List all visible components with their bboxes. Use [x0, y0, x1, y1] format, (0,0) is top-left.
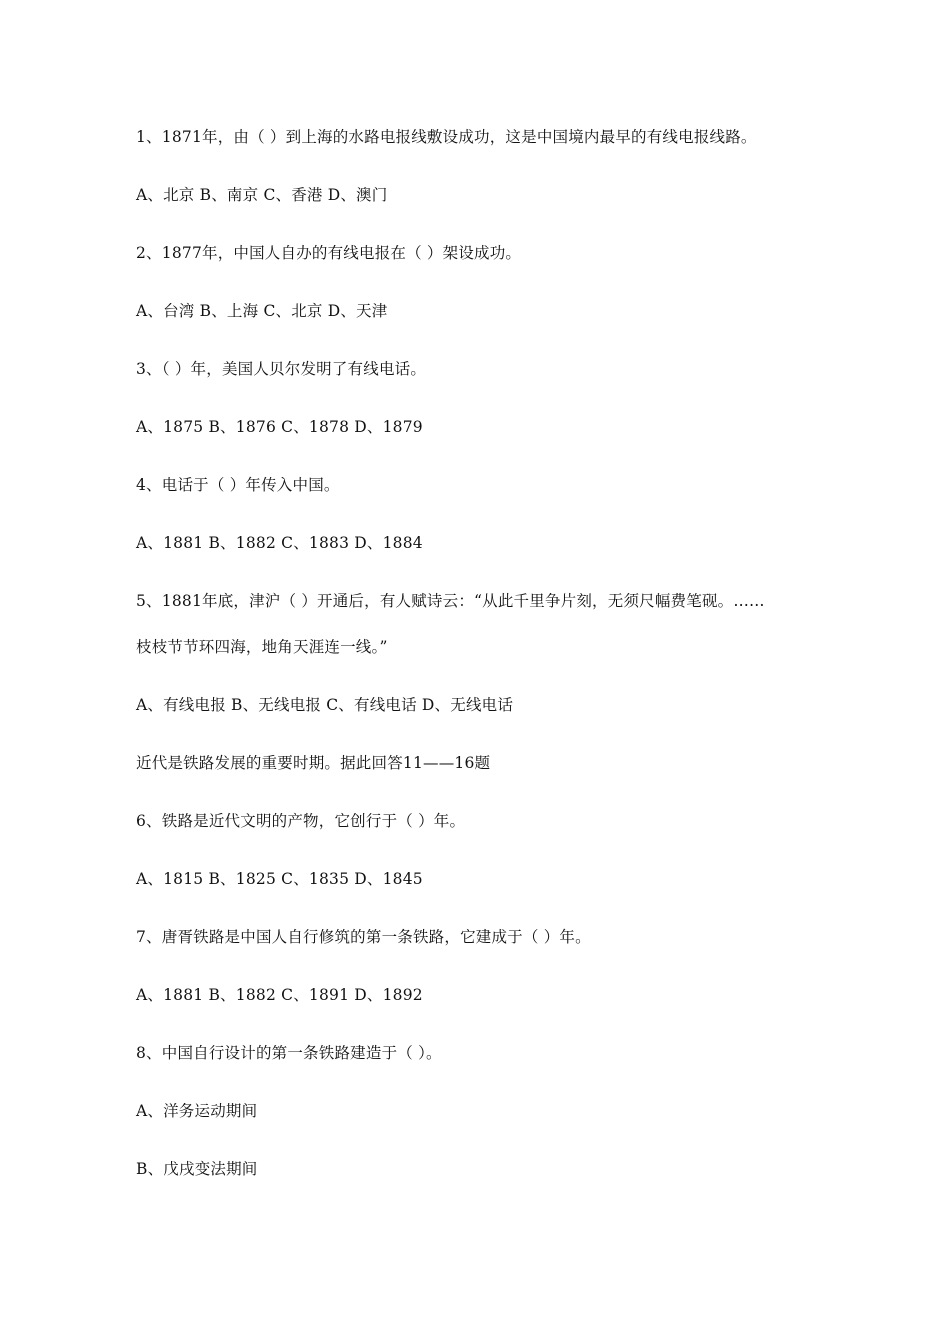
- question-2-options: A、台湾 B、上海 C、北京 D、天津: [136, 302, 388, 320]
- question-6-text: 6、铁路是近代文明的产物，它创行于（ ）年。: [136, 812, 466, 830]
- section-intro: 近代是铁路发展的重要时期。据此回答11——16题: [136, 754, 491, 772]
- question-1-options: A、北京 B、南京 C、香港 D、澳门: [136, 186, 388, 204]
- question-1-text: 1、1871年，由（ ）到上海的水路电报线敷设成功，这是中国境内最早的有线电报线路。: [136, 128, 757, 146]
- question-4-options: A、1881 B、1882 C、1883 D、1884: [136, 534, 423, 552]
- question-7-text: 7、唐胥铁路是中国人自行修筑的第一条铁路，它建成于（ ）年。: [136, 928, 591, 946]
- question-3-options: A、1875 B、1876 C、1878 D、1879: [136, 418, 423, 436]
- question-5-options: A、有线电报 B、无线电报 C、有线电话 D、无线电话: [136, 696, 514, 714]
- question-7-options: A、1881 B、1882 C、1891 D、1892: [136, 986, 423, 1004]
- question-8-option-b: B、戊戌变法期间: [136, 1160, 258, 1178]
- question-8-option-a: A、洋务运动期间: [136, 1102, 258, 1120]
- question-2-text: 2、1877年，中国人自办的有线电报在（ ）架设成功。: [136, 244, 522, 262]
- question-8-text: 8、中国自行设计的第一条铁路建造于（ ）。: [136, 1044, 442, 1062]
- question-5-text-line-1: 5、1881年底，津沪（ ）开通后，有人赋诗云：“从此千里争片刻，无须尺幅费笔砚。……: [136, 592, 765, 610]
- question-3-text: 3、（ ）年，美国人贝尔发明了有线电话。: [136, 360, 427, 378]
- question-5-text-line-2: 枝枝节节环四海，地角天涯连一线。”: [136, 638, 388, 656]
- document-content: [136, 124, 836, 1214]
- question-6-options: A、1815 B、1825 C、1835 D、1845: [136, 870, 423, 888]
- question-4-text: 4、电话于（ ）年传入中国。: [136, 476, 340, 494]
